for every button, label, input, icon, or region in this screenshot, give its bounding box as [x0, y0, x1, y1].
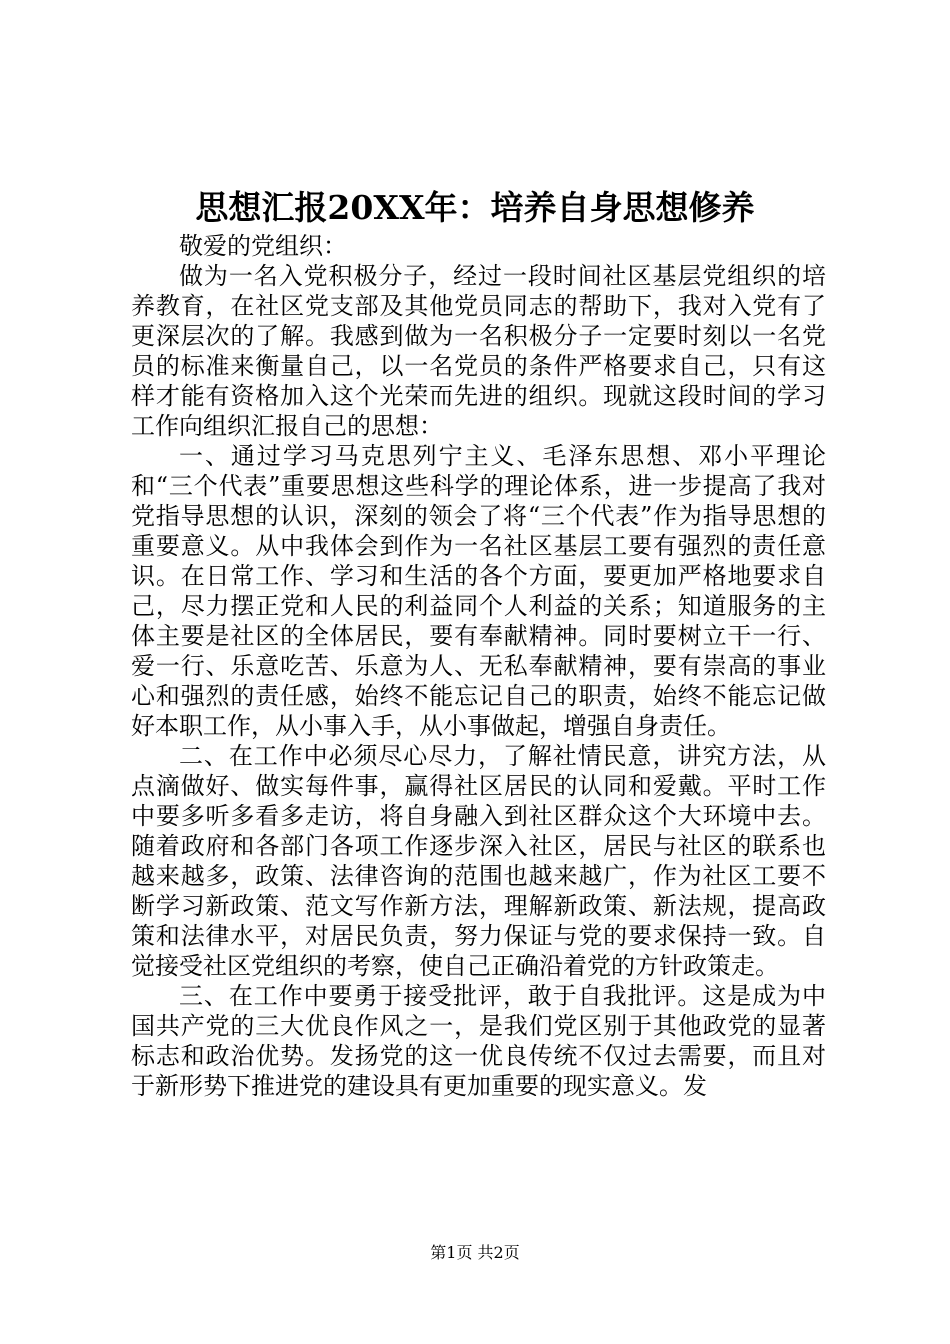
- paragraph-three: 三、在工作中要勇于接受批评，敢于自我批评。这是成为中国共产党的三大优良作风之一，是我们党区别于其他政党的显著标志和政治优势。发扬党的这一优良传统不仅过去需要，而且对于新形势下推进党的建设具有更加重要的现实意义。发: [131, 982, 826, 1100]
- paragraph-one: 一、通过学习马克思列宁主义、毛泽东思想、邓小平理论和“三个代表”重要思想这些科学的理论体系，进一步提高了我对党指导思想的认识，深刻的领会了将“三个代表”作为指导思想的重要意义。从中我体会到作为一名社区基层工要有强烈的责任意识。在日常工作、学习和生活的各个方面，要更加严格地要求自己，尽力摆正党和人民的利益同个人利益的关系；知道服务的主体主要是社区的全体居民，要有奉献精神。同时要树立干一行、爱一行、乐意吃苦、乐意为人、无私奉献精神，要有崇高的事业心和强烈的责任感，始终不能忘记自己的职责，始终不能忘记做好本职工作，从小事入手，从小事做起，增强自身责任。: [131, 442, 826, 740]
- page-number: 第1页: [430, 1243, 473, 1262]
- total-pages: 共2页: [477, 1243, 520, 1262]
- document-body: [131, 231, 826, 1101]
- paragraph-intro: 做为一名入党积极分子，经过一段时间社区基层党组织的培养教育，在社区党支部及其他党员同志的帮助下，我对入党有了更深层次的了解。我感到做为一名积极分子一定要时刻以一名党员的标准来衡量自己，以一名党员的条件严格要求自己，只有这样才能有资格加入这个光荣而先进的组织。现就这段时间的学习工作向组织汇报自己的思想：: [131, 262, 826, 440]
- paragraph-two: 二、在工作中必须尽心尽力，了解社情民意，讲究方法，从点滴做好、做实每件事，赢得社区居民的认同和爱戴。平时工作中要多听多看多走访，将自身融入到社区群众这个大环境中去。随着政府和各部门各项工作逐步深入社区，居民与社区的联系也越来越多，政策、法律咨询的范围也越来越广，作为社区工要不断学习新政策、范文写作新方法，理解新政策、新法规，提高政策和法律水平，对居民负责，努力保证与党的要求保持一致。自觉接受社区党组织的考察，使自己正确沿着党的方针政策走。: [131, 742, 826, 980]
- document-title: 思想汇报20XX年：培养自身思想修养: [195, 188, 755, 227]
- page-footer: [0, 1242, 950, 1264]
- salutation: 敬爱的党组织：: [179, 232, 347, 260]
